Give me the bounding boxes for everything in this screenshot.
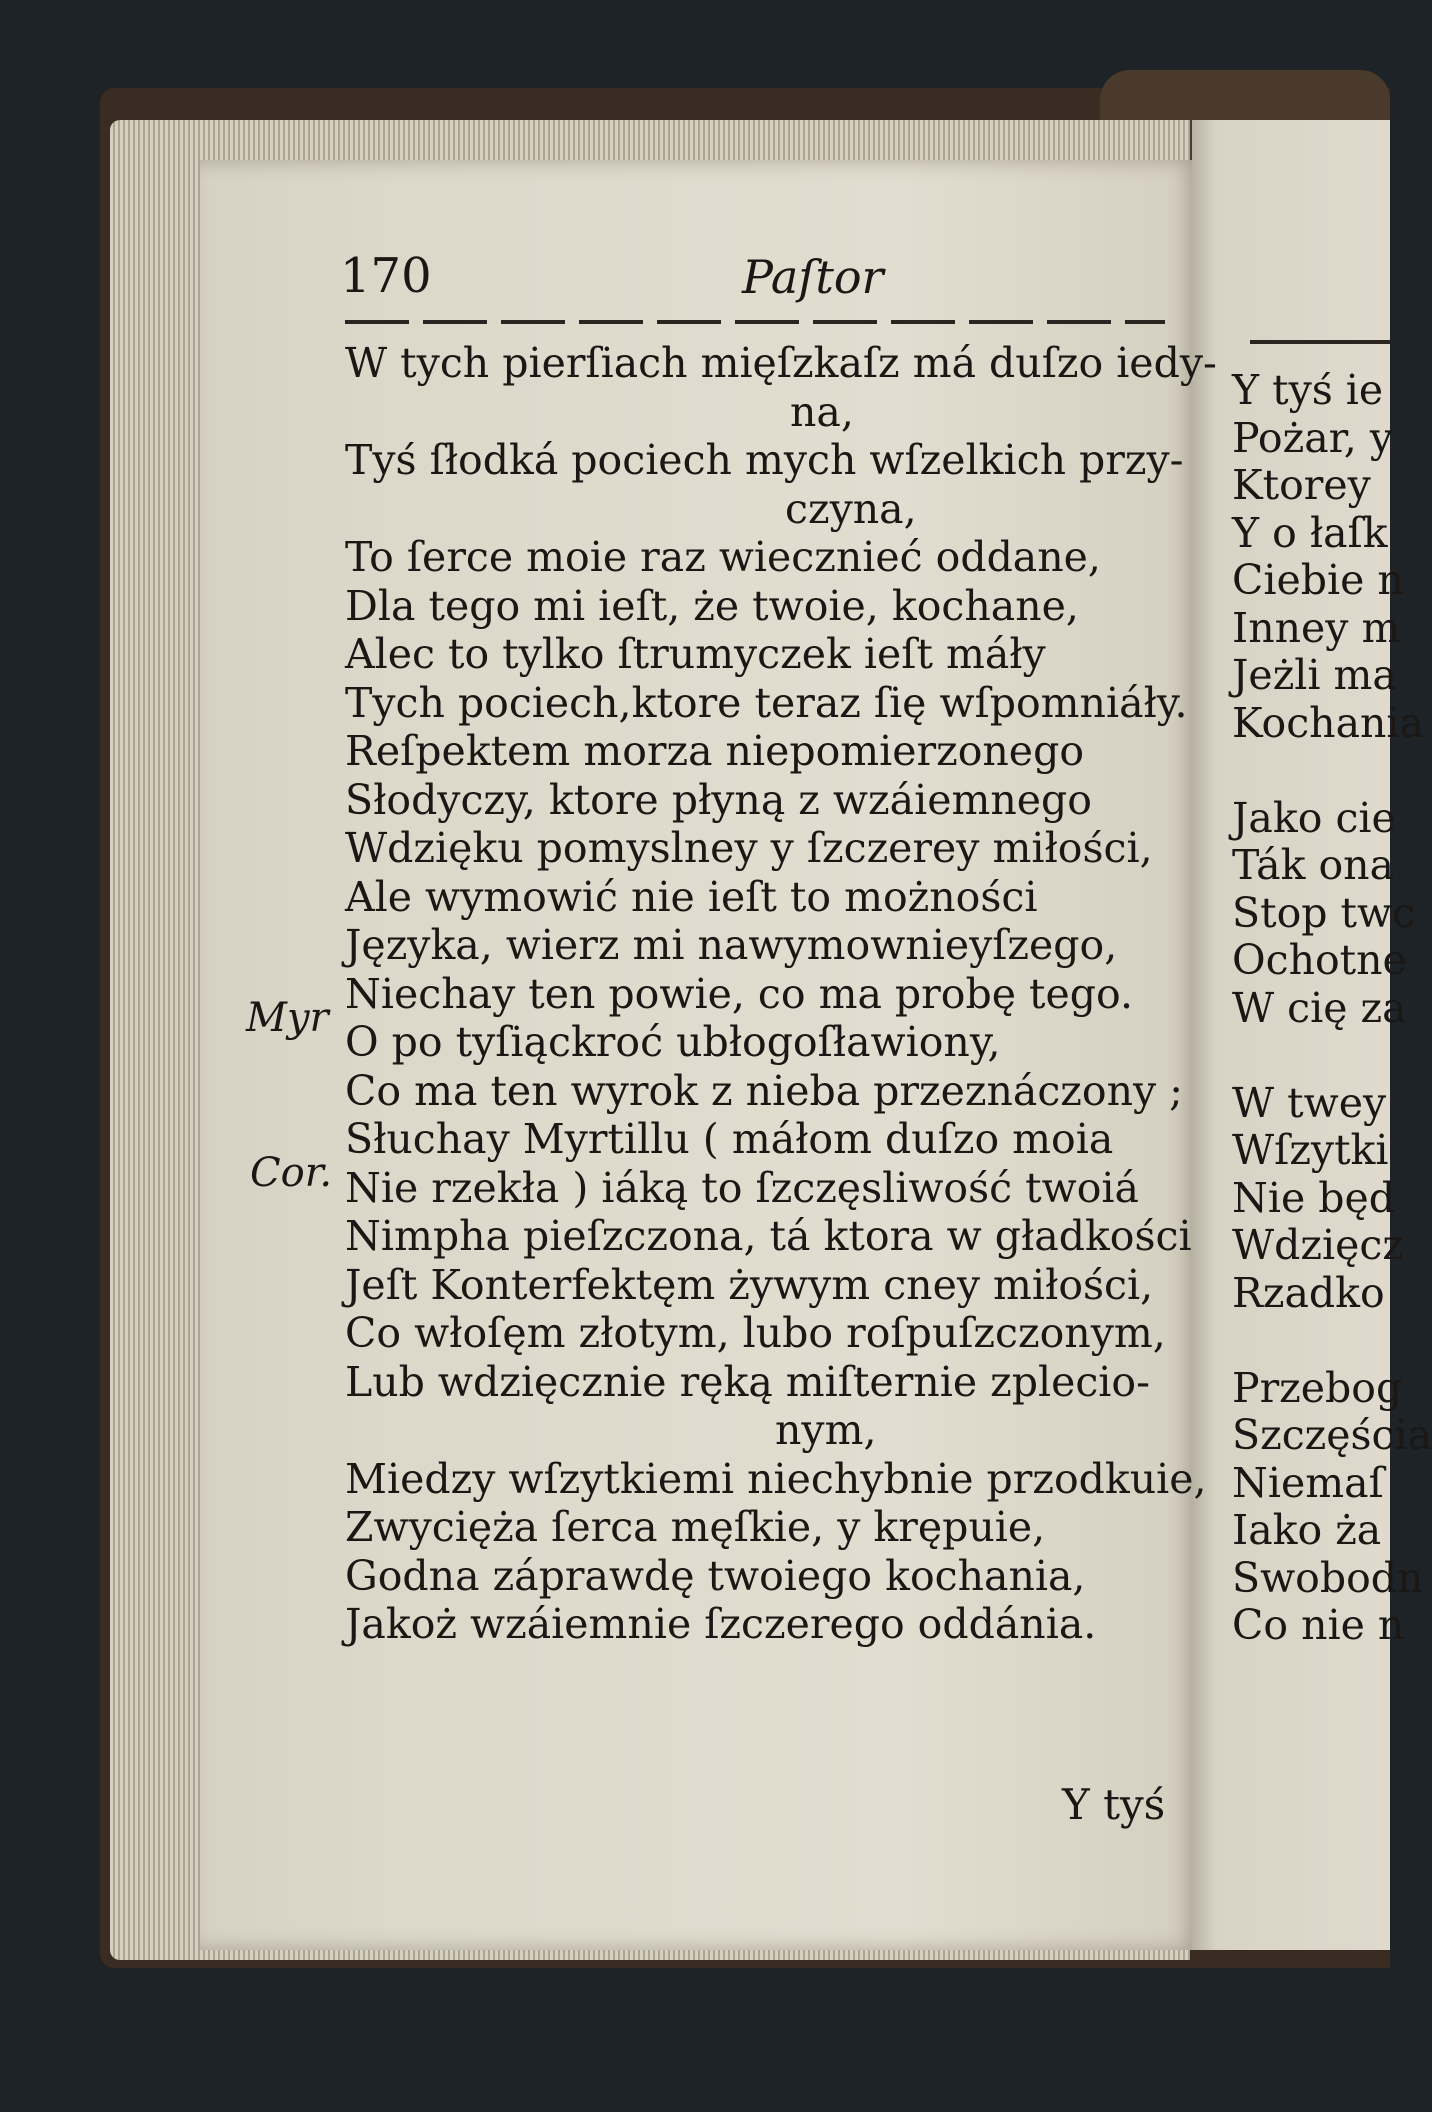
text-line: Y tyś ie bbox=[1232, 366, 1384, 414]
text-line: O po tyſiąckroć ubłogoſławiony, bbox=[345, 1018, 1001, 1066]
text-line: Nie rzekła ) iáką to ſzczęsliwość twoiá bbox=[345, 1163, 1139, 1212]
right-header-rule bbox=[1250, 340, 1390, 344]
text-line: Co ma ten wyrok z nieba przeznáczony ; bbox=[345, 1066, 1183, 1115]
text-line: Swobodn bbox=[1232, 1553, 1424, 1602]
text-line: Alec to tylko ſtrumyczek ieſt máły bbox=[345, 630, 1046, 678]
text-line: Przebog bbox=[1232, 1363, 1403, 1412]
text-line: Słuchay Myrtillu ( máłom duſzo moia bbox=[345, 1115, 1114, 1163]
text-line: Co nie n bbox=[1232, 1601, 1405, 1649]
text-line: Ochotne bbox=[1232, 936, 1407, 984]
speaker-note-myr: Myr bbox=[246, 995, 329, 1041]
text-line: Tyś ſłodká pociech mych wſzelkich przy- bbox=[345, 436, 1184, 484]
text-line: Niechay ten powie, co ma probę tego. bbox=[345, 969, 1133, 1018]
text-line: Godna záprawdę twoiego kochania, bbox=[345, 1551, 1086, 1600]
text-line: Reſpektem morza niepomierzonego bbox=[345, 727, 1085, 775]
text-line: Nimpha pieſzczona, tá ktora w gładkości bbox=[345, 1212, 1192, 1260]
text-line: W tych pierſiach mięſzkaſz má duſzo iedy- bbox=[345, 339, 1217, 387]
text-line: Pożar, y bbox=[1232, 413, 1393, 462]
text-line: Słodyczy, ktore płyną z wzáiemnego bbox=[345, 775, 1092, 824]
text-line: Niemaſ bbox=[1232, 1458, 1384, 1507]
text-line: Ale wymowić nie ieſt to możności bbox=[345, 872, 1038, 921]
text-line: Szczęścia bbox=[1232, 1411, 1432, 1459]
text-line: Ktorey bbox=[1232, 461, 1371, 509]
text-line: Ták ona bbox=[1232, 841, 1395, 889]
text-line: czyna, bbox=[785, 484, 917, 533]
text-line: Iako ża bbox=[1232, 1506, 1382, 1554]
text-line: Lub wdzięcznie ręką miſternie zpleciо- bbox=[345, 1357, 1150, 1406]
text-line: Co włoſęm złotym, lubo roſpuſzczonym, bbox=[345, 1309, 1166, 1357]
text-line: Wſzytki bbox=[1232, 1126, 1389, 1174]
text-line: Rzadko bbox=[1232, 1268, 1385, 1317]
text-line: Tych pociech,ktore teraz ſię wſpomniáły. bbox=[345, 678, 1188, 727]
text-line: To ſerce moie raz wiecznieć oddane, bbox=[345, 533, 1101, 581]
catchword: Y tyś bbox=[1062, 1780, 1166, 1829]
text-line: Wdzięcz bbox=[1232, 1221, 1404, 1269]
running-title: Paſtor bbox=[742, 250, 884, 304]
speaker-note-cor: Cor. bbox=[250, 1150, 333, 1196]
page-number: 170 bbox=[340, 248, 432, 304]
text-line: Języka, wierz mi nawymownieyſzego, bbox=[345, 921, 1118, 969]
text-line: Inney m bbox=[1232, 603, 1401, 652]
text-line: Dla tego mi ieſt, że twoie, kochane, bbox=[345, 581, 1079, 630]
header-rule bbox=[345, 320, 1165, 324]
text-line: na, bbox=[790, 387, 854, 436]
text-line: Jakoż wzáiemnie ſzczerego oddánia. bbox=[345, 1600, 1097, 1648]
text-line: Jako cie bbox=[1232, 793, 1396, 842]
text-line: Miedzy wſzytkiemi niechybnie przodkuie, bbox=[345, 1454, 1207, 1503]
text-line: Nie będ bbox=[1232, 1173, 1396, 1222]
text-line: Zwycięża ſerca męſkie, y krępuie, bbox=[345, 1503, 1046, 1551]
text-line: Kochania bbox=[1232, 698, 1424, 747]
text-line: nym, bbox=[775, 1406, 877, 1454]
text-line: Ciebie n bbox=[1232, 556, 1404, 604]
text-line: W twey bbox=[1232, 1078, 1387, 1127]
text-line: Y o łaſk bbox=[1232, 508, 1388, 557]
text-line: Jeſt Konterfektęm żywym cney miłości, bbox=[345, 1260, 1154, 1309]
text-line: Wdzięku pomyslney y ſzczerey miłości, bbox=[345, 824, 1153, 872]
text-line: W cię za bbox=[1232, 983, 1407, 1032]
text-line: Jeżli ma bbox=[1232, 651, 1397, 699]
text-line: Stop twc bbox=[1232, 888, 1416, 937]
